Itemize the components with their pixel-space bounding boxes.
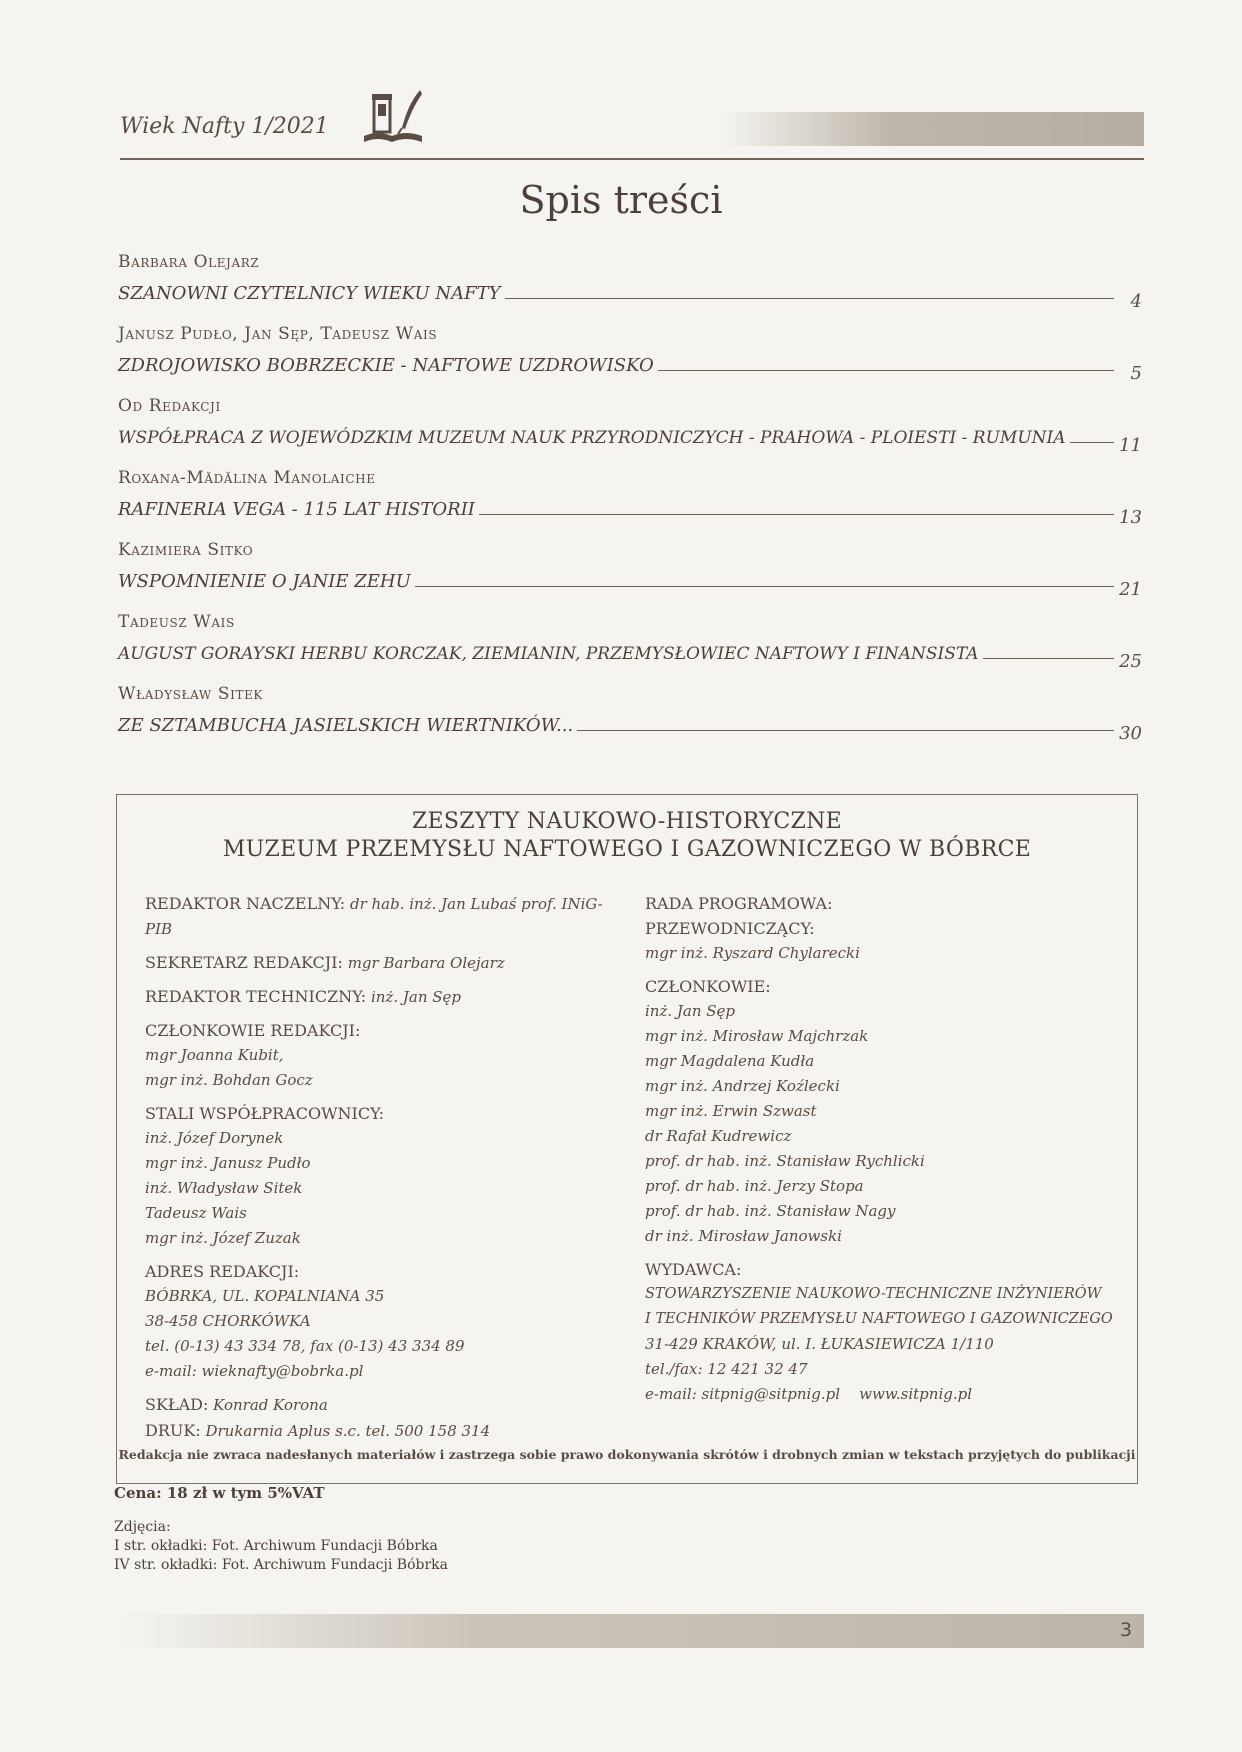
collaborators-label: STALI WSPÓŁPRACOWNICY: <box>145 1104 385 1123</box>
box-title-line2: MUZEUM PRZEMYSŁU NAFTOWEGO I GAZOWNICZEGO W BÓBRCE <box>222 837 1032 862</box>
page-header <box>120 84 1144 160</box>
toc-title: Spis treści <box>519 178 723 222</box>
toc-author: Tadeusz Wais <box>118 612 235 632</box>
toc-page-number: 25 <box>1119 651 1142 672</box>
collaborator-name: mgr inż. Józef Zuzak <box>145 1229 301 1247</box>
council-member: mgr inż. Erwin Szwast <box>645 1102 817 1120</box>
toc-entry[interactable] <box>118 682 1142 754</box>
toc-page-number: 21 <box>1119 579 1142 600</box>
publisher-website[interactable]: www.sitpnig.pl <box>859 1385 973 1403</box>
print-label: DRUK: <box>145 1421 201 1440</box>
toc-entry[interactable] <box>118 250 1142 322</box>
council-members-label: CZŁONKOWIE: <box>645 977 771 996</box>
address-label: ADRES REDAKCJI: <box>145 1262 300 1281</box>
publisher-email[interactable]: e-mail: sitpnig@sitpnig.pl <box>645 1385 841 1403</box>
collaborator-name: inż. Józef Dorynek <box>145 1129 284 1147</box>
toc-article-title: ZDROJOWISKO BOBRZECKIE - NAFTOWE UZDROWISKO <box>118 355 654 376</box>
toc-page-number: 5 <box>1130 363 1142 384</box>
toc-entry[interactable] <box>118 610 1142 682</box>
member-name: mgr inż. Bohdan Gocz <box>145 1071 313 1089</box>
publisher-line: STOWARZYSZENIE NAUKOWO-TECHNICZNE INŻYNIERÓW <box>645 1286 1102 1302</box>
tech-editor-name: inż. Jan Sęp <box>370 988 462 1006</box>
council-member: inż. Jan Sęp <box>645 1002 736 1020</box>
toc-article-title: SZANOWNI CZYTELNICY WIEKU NAFTY <box>118 283 501 304</box>
collaborator-name: Tadeusz Wais <box>145 1204 247 1222</box>
council-member: dr Rafał Kudrewicz <box>645 1127 792 1145</box>
address-phone: tel. (0-13) 43 334 78, fax (0-13) 43 334 89 <box>145 1337 465 1355</box>
toc-leader <box>983 658 1114 659</box>
editor-name: dr hab. inż. Jan Lubaś prof. INiG-PIB <box>145 895 603 938</box>
toc-entry[interactable] <box>118 466 1142 538</box>
council-member: prof. dr hab. inż. Stanisław Rychlicki <box>645 1152 925 1170</box>
publisher-label: WYDAWCA: <box>645 1260 742 1279</box>
box-title-line1: ZESZYTY NAUKOWO-HISTORYCZNE <box>411 809 843 834</box>
council-member: dr inż. Mirosław Janowski <box>645 1227 842 1245</box>
chair-label: PRZEWODNICZĄCY: <box>645 919 815 938</box>
toc-leader <box>479 514 1114 515</box>
toc-entry[interactable] <box>118 322 1142 394</box>
collaborator-name: mgr inż. Janusz Pudło <box>145 1154 311 1172</box>
toc-author: Władysław Sitek <box>118 684 263 704</box>
header-rule <box>120 158 1144 160</box>
publisher-phone: tel./fax: 12 421 32 47 <box>645 1360 808 1378</box>
toc-article-title: AUGUST GORAYSKI HERBU KORCZAK, ZIEMIANIN, PRZEMYSŁOWIEC NAFTOWY I FINANSISTA <box>118 644 979 664</box>
council-member: mgr Magdalena Kudła <box>645 1052 815 1070</box>
typeset-name: Konrad Korona <box>213 1396 328 1414</box>
price: Cena: 18 zł w tym 5%VAT <box>114 1484 325 1502</box>
toc-author: Od Redakcji <box>118 396 221 416</box>
footer-band <box>120 1614 1144 1648</box>
toc-leader <box>1070 442 1114 443</box>
table-of-contents <box>118 250 1142 754</box>
tech-editor-label: REDAKTOR TECHNICZNY: <box>145 987 367 1006</box>
toc-leader <box>658 370 1114 371</box>
photo-credits <box>114 1518 448 1575</box>
toc-article-title: WSPOMNIENIE O JANIE ZEHU <box>118 571 411 592</box>
toc-page-number: 30 <box>1119 723 1142 744</box>
council-member: mgr inż. Mirosław Majchrzak <box>645 1027 869 1045</box>
member-name: mgr Joanna Kubit, <box>145 1046 284 1064</box>
editorial-note: Redakcja nie zwraca nadesłanych materiałów i zastrzega sobie prawo dokonywania skrótów i drobnych zmian w tekstach przyjętych do publikacji <box>118 1447 1136 1462</box>
secretary-name: mgr Barbara Olejarz <box>347 954 505 972</box>
photo-credit-line: I str. okładki: Fot. Archiwum Fundacji Bóbrka <box>114 1538 438 1554</box>
toc-article-title: WSPÓŁPRACA Z WOJEWÓDZKIM MUZEUM NAUK PRZYRODNICZYCH - PRAHOWA - PLOIESTI - RUMUNIA <box>118 428 1066 448</box>
typeset-label: SKŁAD: <box>145 1395 209 1414</box>
photo-credits-label: Zdjęcia: <box>114 1519 171 1535</box>
publisher-address: 31-429 KRAKÓW, ul. I. ŁUKASIEWICZA 1/110 <box>645 1335 994 1353</box>
members-label: CZŁONKOWIE REDAKCJI: <box>145 1021 361 1040</box>
journal-title: Wiek Nafty 1/2021 <box>120 114 329 139</box>
address-email[interactable]: e-mail: wieknafty@bobrka.pl <box>145 1362 364 1380</box>
toc-leader <box>415 586 1114 587</box>
publisher-line: I TECHNIKÓW PRZEMYSŁU NAFTOWEGO I GAZOWNICZEGO <box>645 1311 1113 1327</box>
toc-entry[interactable] <box>118 538 1142 610</box>
toc-author: Kazimiera Sitko <box>118 540 254 560</box>
editorial-column-left <box>145 891 615 1444</box>
council-member: prof. dr hab. inż. Stanisław Nagy <box>645 1202 896 1220</box>
address-line: 38-458 CHORKÓWKA <box>145 1312 311 1330</box>
inkwell-quill-book-icon <box>358 84 428 148</box>
address-line: BÓBRKA, UL. KOPALNIANA 35 <box>145 1287 385 1305</box>
toc-article-title: RAFINERIA VEGA - 115 LAT HISTORII <box>118 499 475 520</box>
editorial-column-right <box>645 891 1115 1407</box>
council-member: prof. dr hab. inż. Jerzy Stopa <box>645 1177 864 1195</box>
toc-entry[interactable] <box>118 394 1142 466</box>
collaborator-name: inż. Władysław Sitek <box>145 1179 303 1197</box>
toc-page-number: 4 <box>1130 291 1142 312</box>
toc-page-number: 11 <box>1119 435 1142 456</box>
header-band <box>720 112 1144 146</box>
chair-name: mgr inż. Ryszard Chylarecki <box>645 944 860 962</box>
photo-credit-line: IV str. okładki: Fot. Archiwum Fundacji Bóbrka <box>114 1557 448 1573</box>
page-number: 3 <box>1119 1619 1133 1641</box>
council-label: RADA PROGRAMOWA: <box>645 894 833 913</box>
toc-leader <box>577 730 1114 731</box>
secretary-label: SEKRETARZ REDAKCJI: <box>145 953 343 972</box>
editor-label: REDAKTOR NACZELNY: <box>145 894 346 913</box>
editorial-box <box>116 794 1138 1484</box>
toc-leader <box>505 298 1115 299</box>
toc-page-number: 13 <box>1119 507 1142 528</box>
toc-author: Janusz Pudło, Jan Sęp, Tadeusz Wais <box>118 324 438 344</box>
toc-article-title: ZE SZTAMBUCHA JASIELSKICH WIERTNIKÓW... <box>118 715 574 736</box>
toc-author: Barbara Olejarz <box>118 252 260 272</box>
council-member: mgr inż. Andrzej Koźlecki <box>645 1077 840 1095</box>
print-name: Drukarnia Aplus s.c. tel. 500 158 314 <box>205 1422 491 1440</box>
toc-author: Roxana-Mădălina Manolaiche <box>118 468 376 488</box>
